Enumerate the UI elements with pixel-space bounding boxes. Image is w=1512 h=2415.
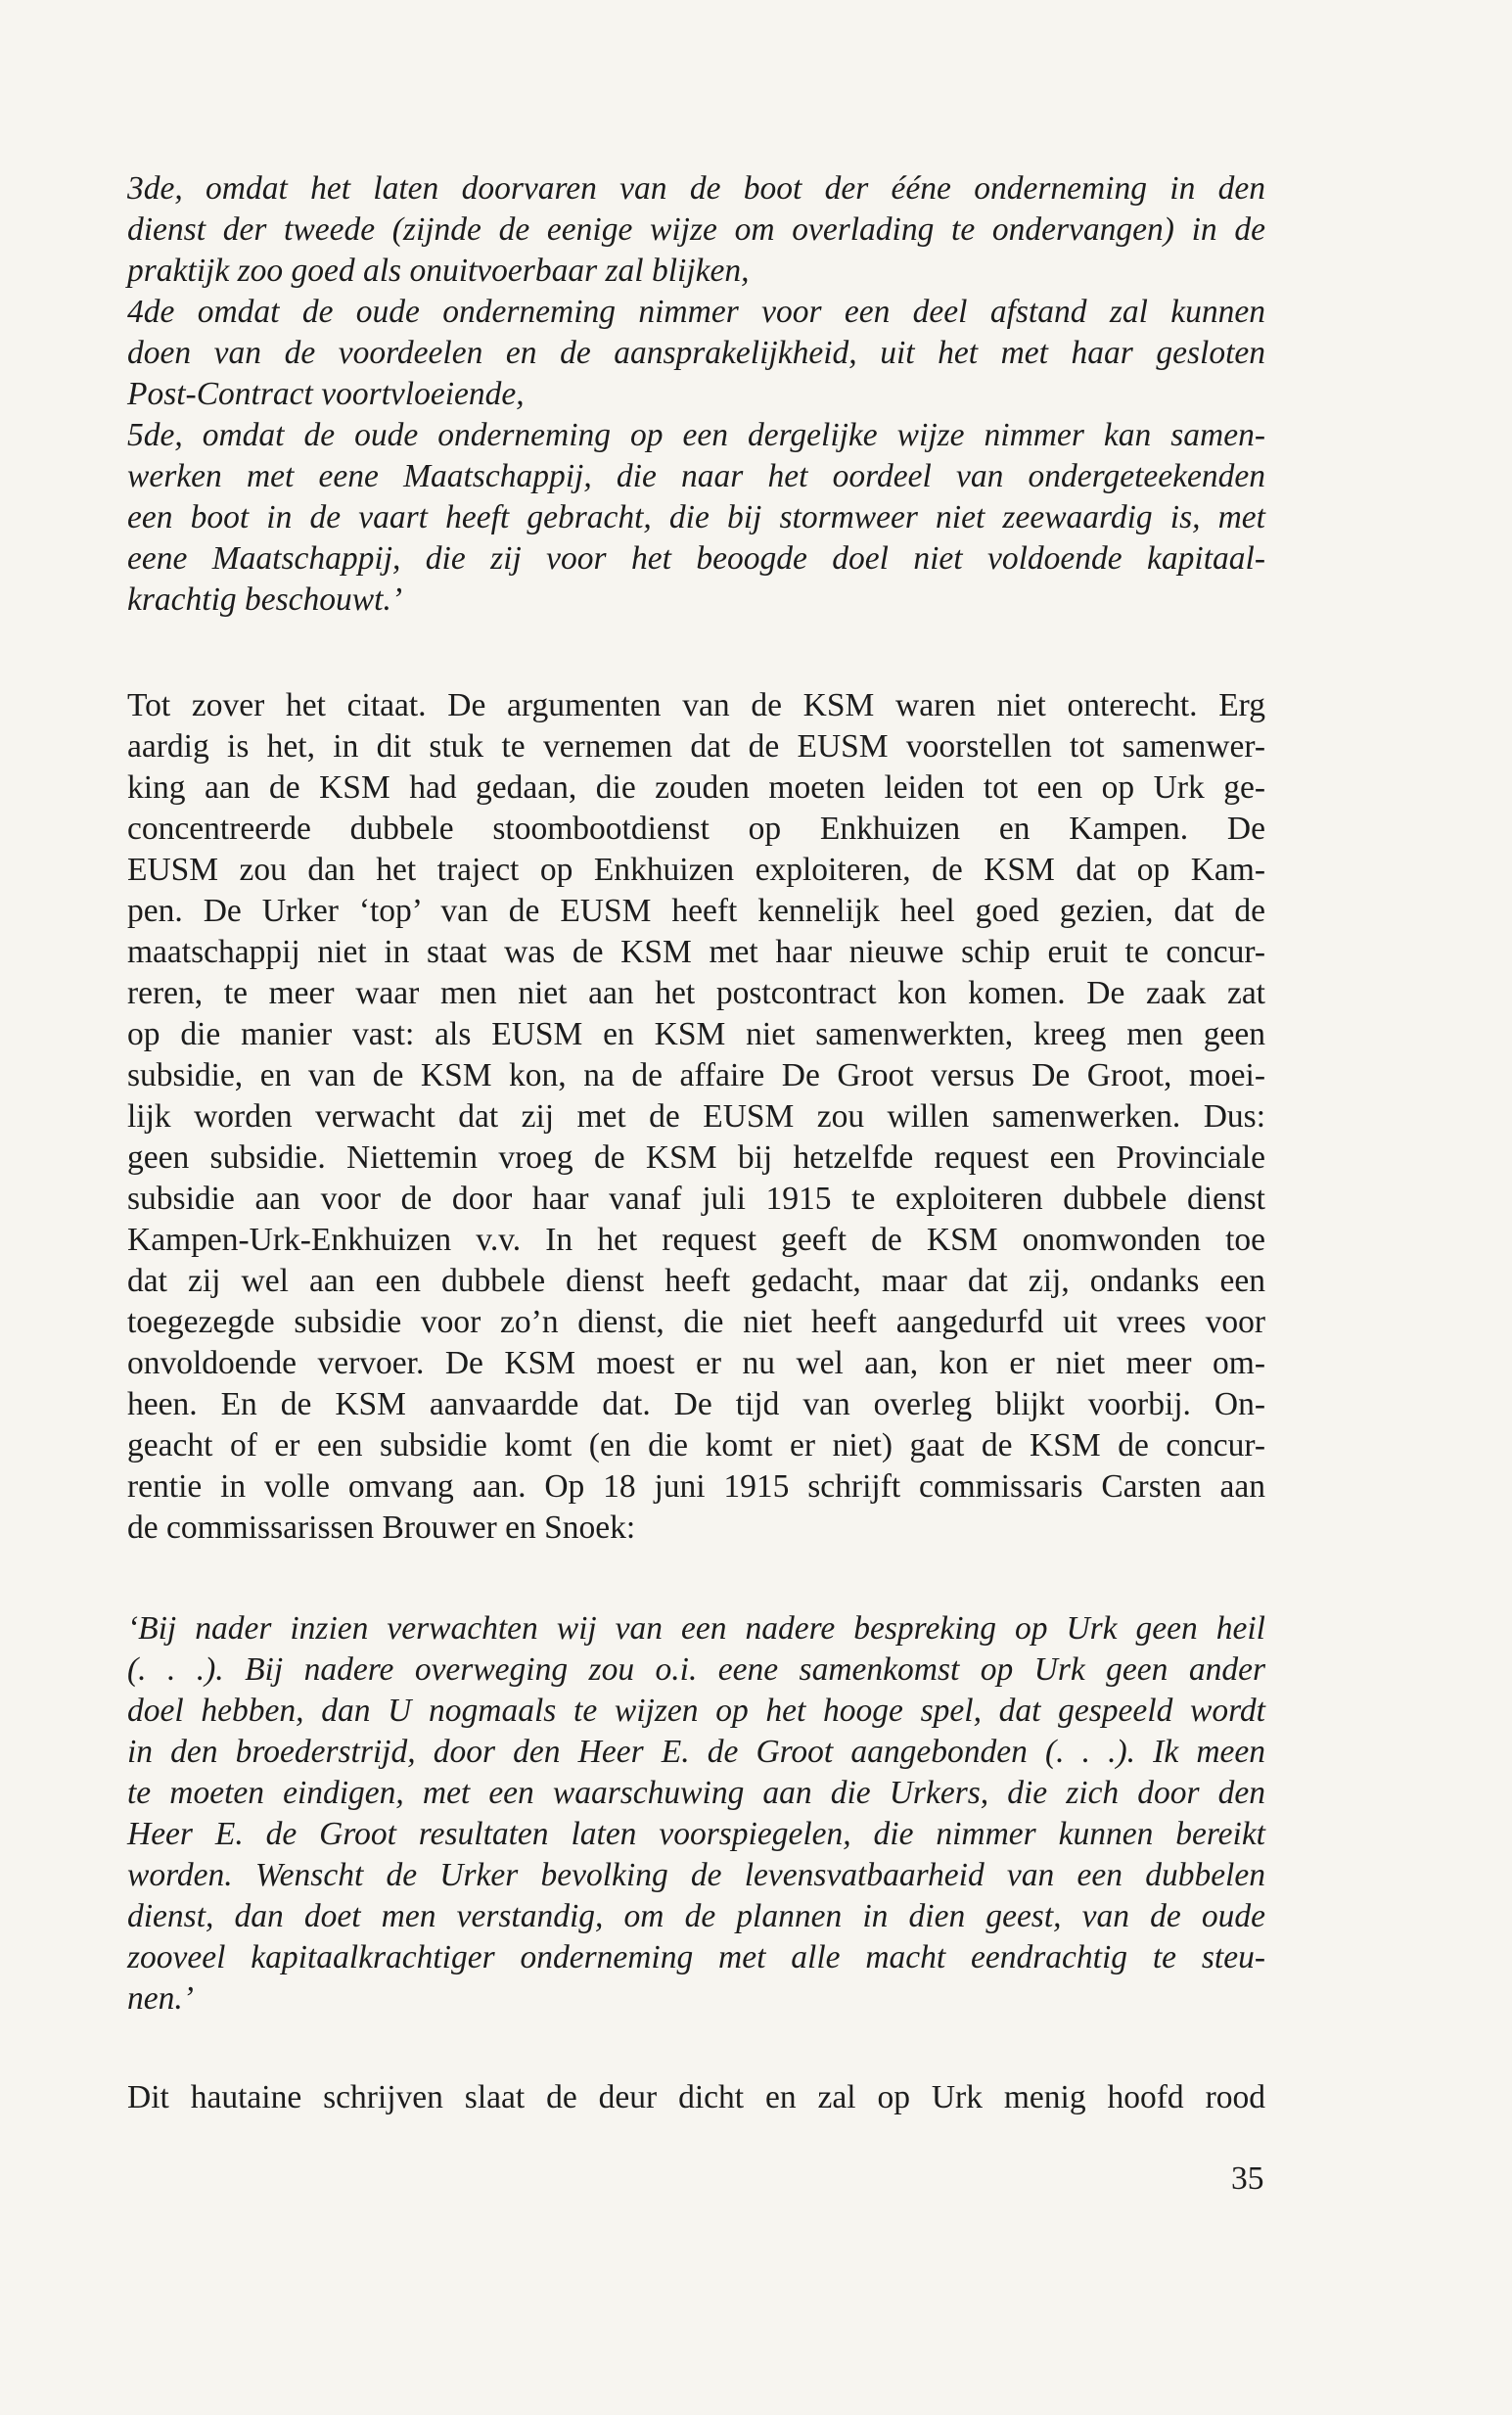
text-line: zooveel kapitaalkrachtiger onderneming met alle macht eendrachtig te steu- [127, 1939, 1265, 1975]
text-line: te moeten eindigen, met een waarschuwing aan die Urkers, die zich door den [127, 1775, 1265, 1811]
text-line: worden. Wenscht de Urker bevolking de levensvatbaarheid van een dubbelen [127, 1857, 1265, 1893]
text-line: geen subsidie. Niettemin vroeg de KSM bij hetzelfde request een Provinciale [127, 1139, 1265, 1176]
text-line: geacht of er een subsidie komt (en die komt er niet) gaat de KSM de concur- [127, 1427, 1265, 1463]
text-line: (. . .). Bij nadere overweging zou o.i. eene samenkomst op Urk geen ander [127, 1651, 1265, 1688]
text-line: dat zij wel aan een dubbele dienst heeft gedacht, maar dat zij, ondanks een [127, 1263, 1265, 1299]
body-paragraph-2 [127, 2077, 1265, 2118]
block-quote-2 [127, 1608, 1265, 2020]
text-line: eene Maatschappij, die zij voor het beoogde doel niet voldoende kapitaal- [127, 540, 1265, 577]
text-line: de commissarissen Brouwer en Snoek: [127, 1509, 636, 1546]
text-line: rentie in volle omvang aan. Op 18 juni 1915 schrijft commissaris Carsten aan [127, 1468, 1265, 1505]
text-line: EUSM zou dan het traject op Enkhuizen exploiteren, de KSM dat op Kam- [127, 852, 1265, 888]
text-line: nen.’ [127, 1980, 194, 2017]
text-line: doen van de voordeelen en de aansprakelijkheid, uit het met haar gesloten [127, 335, 1265, 371]
text-line: 4de omdat de oude onderneming nimmer voor een deel afstand zal kunnen [127, 294, 1265, 330]
text-line: lijk worden verwacht dat zij met de EUSM zou willen samenwerken. Dus: [127, 1098, 1265, 1135]
text-line: Heer E. de Groot resultaten laten voorspiegelen, die nimmer kunnen bereikt [127, 1816, 1265, 1852]
text-line: concentreerde dubbele stoombootdienst op Enkhuizen en Kampen. De [127, 811, 1265, 847]
text-line: werken met eene Maatschappij, die naar het oordeel van ondergeteekenden [127, 458, 1265, 494]
text-line: krachtig beschouwt.’ [127, 581, 402, 618]
body-paragraph-1 [127, 685, 1265, 1549]
text-line: 5de, omdat de oude onderneming op een dergelijke wijze nimmer kan samen- [127, 417, 1265, 453]
text-line: subsidie aan voor de door haar vanaf juli 1915 te exploiteren dubbele dienst [127, 1181, 1265, 1217]
text-line: een boot in de vaart heeft gebracht, die bij stormweer niet zeewaardig is, met [127, 499, 1265, 535]
text-line: in den broederstrijd, door den Heer E. de Groot aangebonden (. . .). Ik meen [127, 1734, 1265, 1770]
text-line: maatschappij niet in staat was de KSM met haar nieuwe schip eruit te concur- [127, 934, 1265, 970]
text-line: onvoldoende vervoer. De KSM moest er nu wel aan, kon er niet meer om- [127, 1345, 1265, 1381]
text-line: praktijk zoo goed als onuitvoerbaar zal blijken, [127, 253, 750, 289]
text-line: Dit hautaine schrijven slaat de deur dicht en zal op Urk menig hoofd rood [127, 2079, 1265, 2115]
text-line: subsidie, en van de KSM kon, na de affaire De Groot versus De Groot, moei- [127, 1057, 1265, 1093]
text-line: toegezegde subsidie voor zo’n dienst, die niet heeft aangedurfd uit vrees voor [127, 1304, 1265, 1340]
text-line: doel hebben, dan U nogmaals te wijzen op het hooge spel, dat gespeeld wordt [127, 1693, 1265, 1729]
text-line: dienst der tweede (zijnde de eenige wijze om overlading te ondervangen) in de [127, 211, 1265, 248]
text-line: king aan de KSM had gedaan, die zouden moeten leiden tot een op Urk ge- [127, 769, 1265, 806]
text-line: Post-Contract voortvloeiende, [127, 376, 525, 412]
text-line: reren, te meer waar men niet aan het postcontract kon komen. De zaak zat [127, 975, 1265, 1011]
text-line: Kampen-Urk-Enkhuizen v.v. In het request geeft de KSM onomwonden toe [127, 1222, 1265, 1258]
text-line: 3de, omdat het laten doorvaren van de boot der ééne onderneming in den [127, 170, 1265, 207]
block-quote-1 [127, 168, 1265, 621]
text-line: pen. De Urker ‘top’ van de EUSM heeft kennelijk heel goed gezien, dat de [127, 893, 1265, 929]
text-line: op die manier vast: als EUSM en KSM niet samenwerkten, kreeg men geen [127, 1016, 1265, 1052]
text-line: aardig is het, in dit stuk te vernemen dat de EUSM voorstellen tot samenwer- [127, 728, 1265, 765]
text-line: heen. En de KSM aanvaardde dat. De tijd van overleg blijkt voorbij. On- [127, 1386, 1265, 1422]
page-number: 35 [1231, 2160, 1264, 2197]
text-line: ‘Bij nader inzien verwachten wij van een nadere bespreking op Urk geen heil [127, 1610, 1265, 1647]
text-line: dienst, dan doet men verstandig, om de plannen in dien geest, van de oude [127, 1898, 1265, 1934]
text-line: Tot zover het citaat. De argumenten van de KSM waren niet onterecht. Erg [127, 687, 1265, 723]
